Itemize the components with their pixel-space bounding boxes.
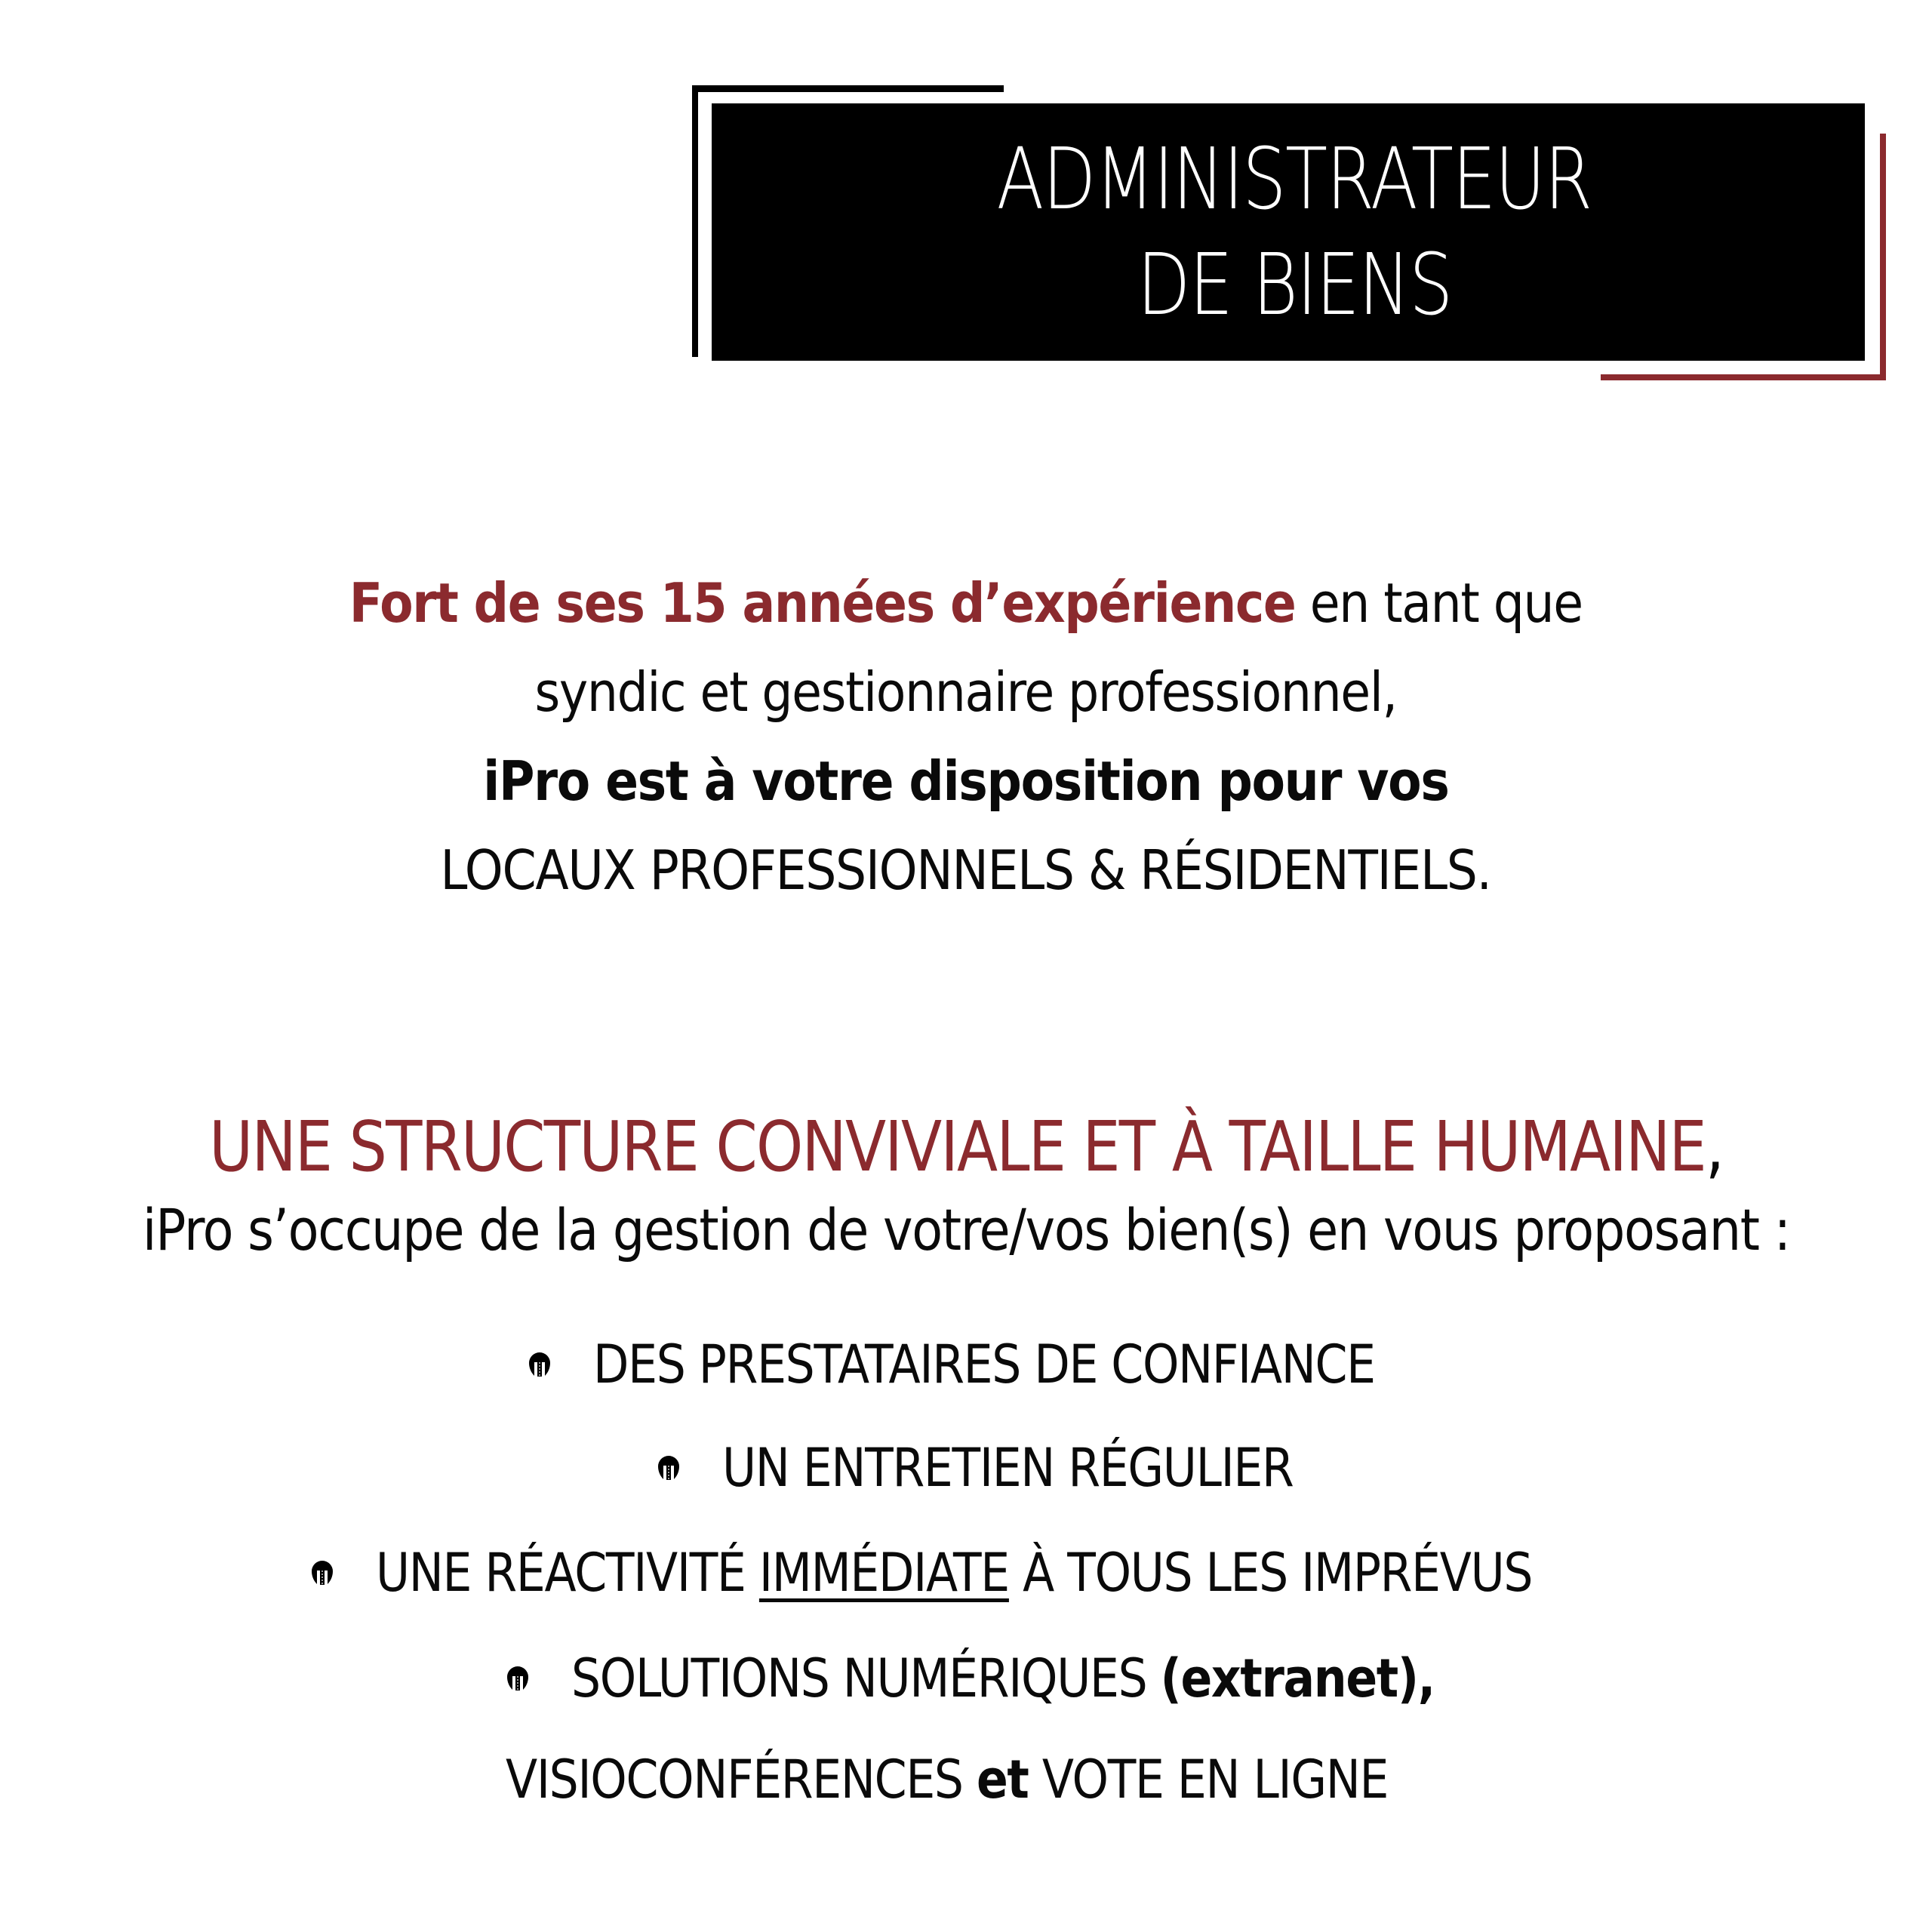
intro-paragraph xyxy=(0,558,1932,915)
structure-heading: UNE STRUCTURE CONVIVIALE ET À TAILLE HUMAINE, xyxy=(208,1106,1724,1187)
immediate-underlined: IMMÉDIATE xyxy=(758,1542,1009,1604)
decorative-bracket-red-right xyxy=(1880,134,1886,380)
intro-line-4: LOCAUX PROFESSIONNELS & RÉSIDENTIELS. xyxy=(440,838,1492,902)
decorative-bracket-red-bottom xyxy=(1601,374,1886,380)
feature-text: UN ENTRETIEN RÉGULIER xyxy=(722,1437,1294,1499)
intro-line-3: iPro est à votre disposition pour vos xyxy=(483,749,1449,813)
feature-text: SOLUTIONS NUMÉRIQUES (extranet), xyxy=(571,1647,1435,1709)
structure-section xyxy=(0,1102,1932,1268)
feature-item-digital-solutions xyxy=(506,1641,1552,1716)
feature-text: UNE RÉACTIVITÉ IMMÉDIATE À TOUS LES IMPRÉVUS xyxy=(376,1542,1533,1604)
intro-line-2: syndic et gestionnaire professionnel, xyxy=(534,660,1398,724)
title-banner xyxy=(712,103,1865,361)
experience-highlight: Fort de ses 15 années d’expérience xyxy=(349,571,1296,635)
feature-text: DES PRESTATAIRES DE CONFIANCE xyxy=(593,1334,1375,1395)
ipro-logo-bullet-icon xyxy=(506,1666,529,1691)
feature-item-trusted-providers xyxy=(528,1327,1481,1402)
title-line-1: ADMINISTRATEUR xyxy=(996,130,1592,229)
decorative-bracket-black-top xyxy=(692,85,1004,92)
feature-item-immediate-reactivity xyxy=(311,1535,1690,1611)
feature-text: VISIOCONFÉRENCES et VOTE EN LIGNE xyxy=(506,1749,1389,1810)
feature-item-regular-maintenance xyxy=(657,1430,1371,1506)
ipro-logo-bullet-icon xyxy=(657,1455,680,1481)
intro-line-1-rest: en tant que xyxy=(1295,571,1583,635)
feature-item-digital-solutions-continuation xyxy=(506,1742,1509,1817)
ipro-logo-bullet-icon xyxy=(311,1560,334,1586)
ipro-logo-bullet-icon xyxy=(528,1352,551,1377)
structure-heading-text: UNE STRUCTURE CONVIVIALE ET À TAILLE HUMAINE xyxy=(208,1106,1706,1187)
title-line-2: DE BIENS xyxy=(1137,235,1452,334)
structure-subtitle: iPro s’occupe de la gestion de votre/vos bien(s) en vous proposant : xyxy=(142,1196,1790,1263)
intro-line-1 xyxy=(0,558,1932,648)
decorative-bracket-black-left xyxy=(692,85,698,357)
